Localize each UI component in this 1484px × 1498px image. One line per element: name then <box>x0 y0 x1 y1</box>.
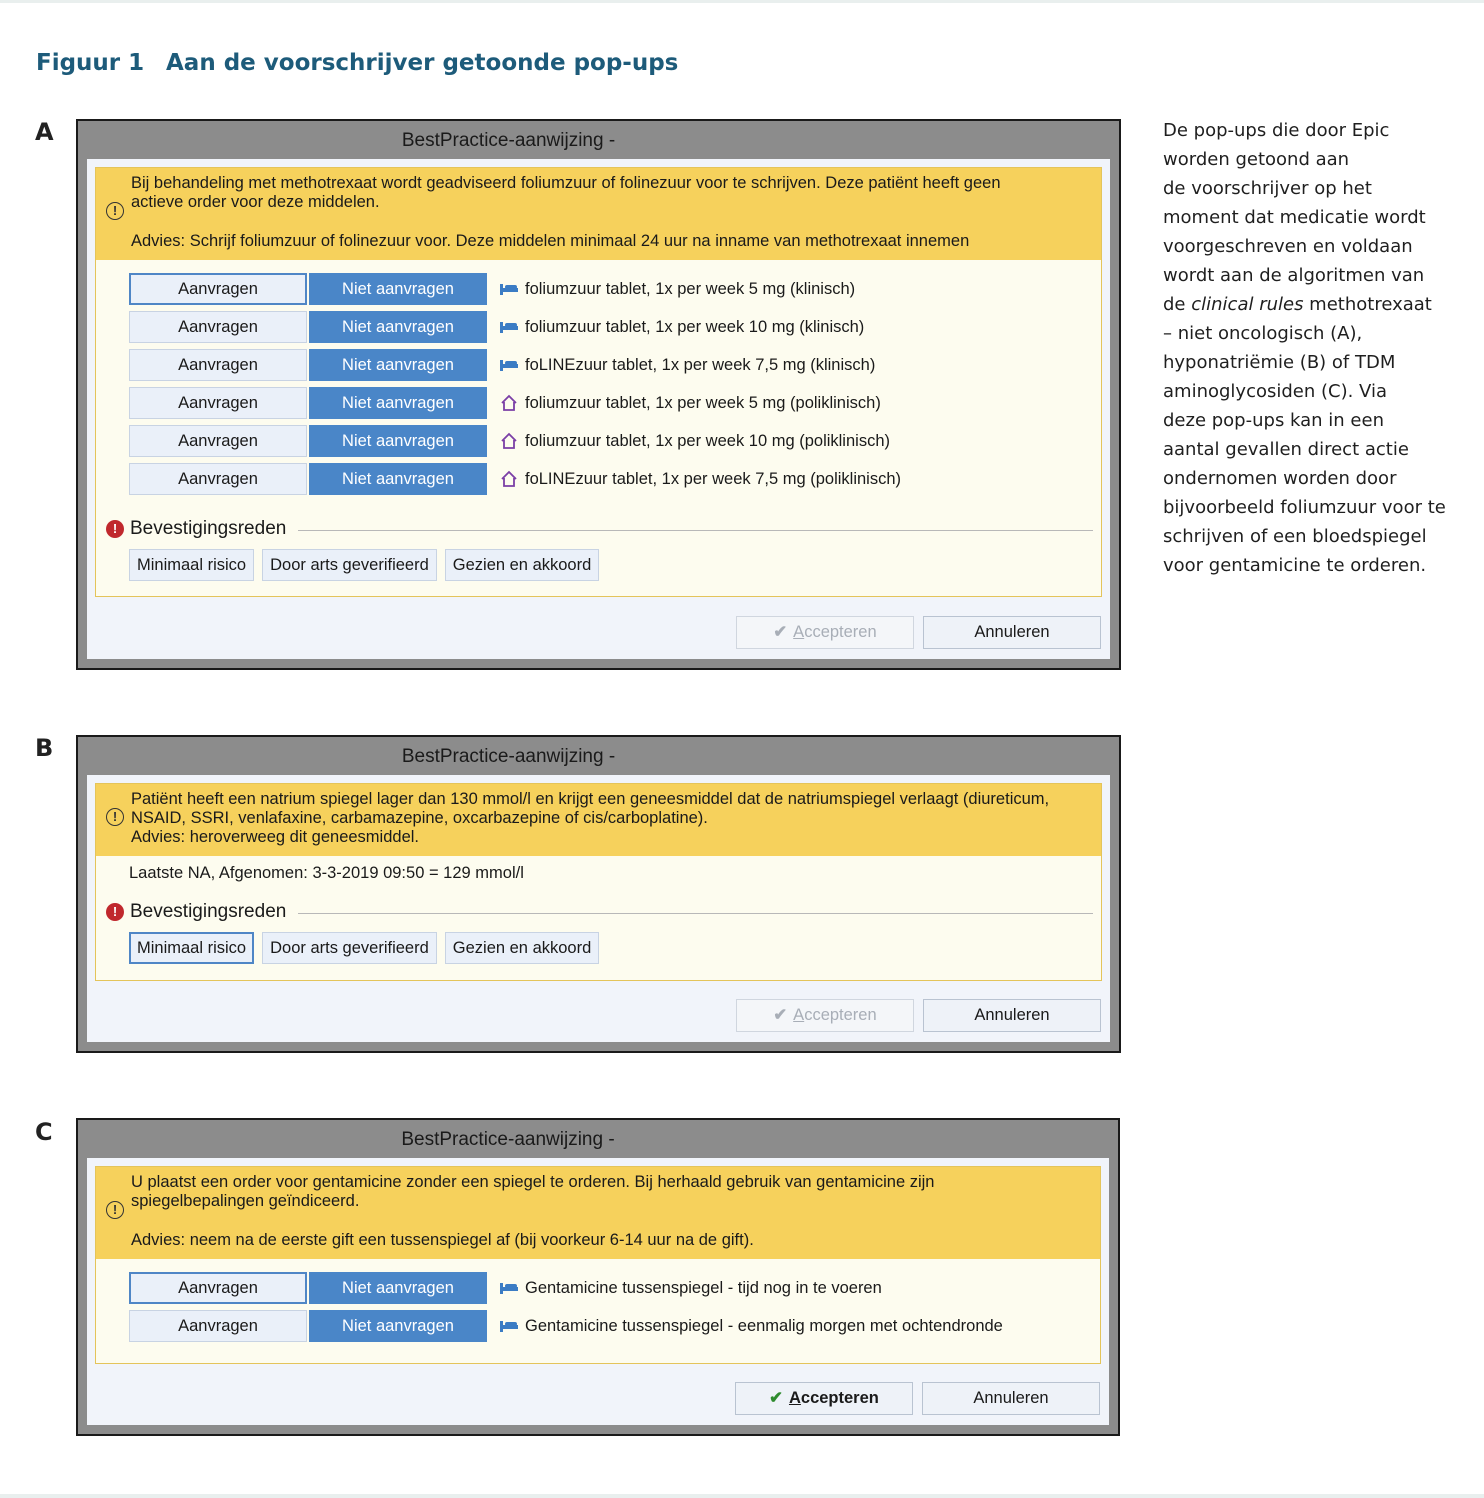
accept-label: ccepteren <box>804 1006 877 1024</box>
order-label: foliumzuur tablet, 1x per week 10 mg (klinisch) <box>525 317 865 336</box>
warning-icon: ! <box>106 202 124 220</box>
caption-line: voor gentamicine te orderen. <box>1163 555 1427 576</box>
accept-label: ccepteren <box>804 623 877 641</box>
caption-line: deze pop-ups kan in een <box>1163 410 1384 431</box>
order-row <box>129 310 864 344</box>
dialog-footer <box>727 616 1101 649</box>
order-label: foliumzuur tablet, 1x per week 5 mg (poliklinisch) <box>525 393 881 412</box>
alert-text: Bij behandeling met methotrexaat wordt geadviseerd foliumzuur of folinezuur voor te schrijven. Deze patiënt heeft geen <box>131 174 1001 192</box>
order-label: Gentamicine tussenspiegel - tijd nog in te voeren <box>525 1278 882 1297</box>
request-button[interactable]: Aanvragen <box>129 273 307 305</box>
caption-text: methotrexaat <box>1303 294 1432 315</box>
decline-button[interactable]: Niet aanvragen <box>309 311 487 343</box>
advice-text: Advies: neem na de eerste gift een tussenspiegel af (bij voorkeur 6-14 uur na de gift). <box>131 1231 754 1249</box>
check-icon: ✔ <box>773 1006 788 1024</box>
home-icon <box>499 431 519 451</box>
caption-emphasis: clinical rules <box>1191 294 1304 315</box>
alert-box <box>95 167 1102 597</box>
order-row <box>129 386 881 420</box>
check-icon: ✔ <box>773 623 788 641</box>
popup-window-b <box>76 735 1121 1053</box>
popup-title: BestPractice-aanwijzing - <box>401 1129 615 1150</box>
decline-button[interactable]: Niet aanvragen <box>309 463 487 495</box>
bed-icon <box>499 355 519 375</box>
divider <box>298 913 1093 914</box>
top-border <box>0 0 1484 3</box>
reason-buttons <box>129 932 607 964</box>
alert-text: Patiënt heeft een natrium spiegel lager dan 130 mmol/l en krijgt een geneesmiddel dat de natriumspiegel verlaagt (diureticum, <box>131 790 1050 808</box>
reason-verified-button[interactable]: Door arts geverifieerd <box>262 932 437 964</box>
caption-line: de voorschrijver op het <box>1163 178 1372 199</box>
popup-body <box>87 775 1110 1042</box>
order-row <box>129 348 875 382</box>
caption-line <box>1163 290 1463 319</box>
alert-box <box>95 783 1102 981</box>
alert-text: U plaatst een order voor gentamicine zonder een spiegel te orderen. Bij herhaald gebruik van gentamicine zijn <box>131 1173 935 1191</box>
request-button[interactable]: Aanvragen <box>129 349 307 381</box>
order-label: foliumzuur tablet, 1x per week 10 mg (poliklinisch) <box>525 431 890 450</box>
bed-icon <box>499 1278 519 1298</box>
divider <box>298 530 1093 531</box>
confirm-reason-label: Bevestigingsreden <box>130 518 287 539</box>
decline-button[interactable]: Niet aanvragen <box>309 1272 487 1304</box>
reason-seen-agreed-button[interactable]: Gezien en akkoord <box>445 549 600 581</box>
home-icon <box>499 393 519 413</box>
accept-button[interactable] <box>735 1382 913 1415</box>
caption-line: wordt aan de algoritmen van <box>1163 265 1425 286</box>
figure-heading <box>36 50 678 76</box>
request-button[interactable]: Aanvragen <box>129 463 307 495</box>
caption-line: De pop-ups die door Epic <box>1163 120 1390 141</box>
request-button[interactable]: Aanvragen <box>129 1310 307 1342</box>
alert-message <box>96 1167 1100 1259</box>
cancel-button[interactable]: Annuleren <box>922 1382 1100 1415</box>
caption-line: worden getoond aan <box>1163 149 1350 170</box>
confirm-reason-header <box>106 900 1093 924</box>
error-icon: ! <box>106 520 124 538</box>
figure-number: Figuur 1 <box>36 50 145 76</box>
caption-line: bijvoorbeeld foliumzuur voor te <box>1163 497 1446 518</box>
reason-buttons <box>129 549 607 581</box>
caption-line: ondernomen worden door <box>1163 468 1397 489</box>
alert-text: NSAID, SSRI, venlafaxine, carbamazepine, oxcarbazepine of cis/carboplatine). <box>131 809 708 827</box>
caption-line: aminoglycosiden (C). Via <box>1163 381 1387 402</box>
order-row <box>129 1271 882 1305</box>
order-label: foliumzuur tablet, 1x per week 5 mg (klinisch) <box>525 279 856 298</box>
caption-line: schrijven of een bloedspiegel <box>1163 526 1427 547</box>
figure-title: Aan de voorschrijver getoonde pop-ups <box>166 50 679 76</box>
alert-box <box>95 1166 1101 1364</box>
advice-text: Advies: heroverweeg dit geneesmiddel. <box>131 828 420 846</box>
accept-button[interactable] <box>736 999 914 1032</box>
caption-line: voorgeschreven en voldaan <box>1163 236 1413 257</box>
decline-button[interactable]: Niet aanvragen <box>309 273 487 305</box>
accept-button[interactable] <box>736 616 914 649</box>
decline-button[interactable]: Niet aanvragen <box>309 349 487 381</box>
advice-text: Advies: Schrijf foliumzuur of folinezuur voor. Deze middelen minimaal 24 uur na inname van methotrexaat innemen <box>131 232 970 250</box>
request-button[interactable]: Aanvragen <box>129 387 307 419</box>
bed-icon <box>499 1316 519 1336</box>
panel-label-a: A <box>35 118 54 146</box>
popup-body <box>87 159 1110 659</box>
caption-line: moment dat medicatie wordt <box>1163 207 1426 228</box>
panel-label-b: B <box>35 734 54 762</box>
request-button[interactable]: Aanvragen <box>129 425 307 457</box>
cancel-button[interactable]: Annuleren <box>923 616 1101 649</box>
caption-line: hyponatriëmie (B) of TDM <box>1163 352 1396 373</box>
accept-label: ccepteren <box>800 1389 879 1407</box>
request-button[interactable]: Aanvragen <box>129 311 307 343</box>
popup-body <box>87 1158 1109 1425</box>
order-label: foLINEzuur tablet, 1x per week 7,5 mg (klinisch) <box>525 355 876 374</box>
lab-result: Laatste NA, Afgenomen: 3-3-2019 09:50 = 129 mmol/l <box>129 864 524 882</box>
warning-icon: ! <box>106 808 124 826</box>
popup-window-a <box>76 119 1121 670</box>
figure-caption <box>1163 116 1463 580</box>
bed-icon <box>499 317 519 337</box>
bed-icon <box>499 279 519 299</box>
order-label: foLINEzuur tablet, 1x per week 7,5 mg (poliklinisch) <box>525 469 902 488</box>
home-icon <box>499 469 519 489</box>
confirm-reason-label: Bevestigingsreden <box>130 901 287 922</box>
decline-button[interactable]: Niet aanvragen <box>309 425 487 457</box>
caption-text: de <box>1163 294 1192 315</box>
reason-minimal-risk-button[interactable]: Minimaal risico <box>129 932 254 964</box>
decline-button[interactable]: Niet aanvragen <box>309 1310 487 1342</box>
popup-title: BestPractice-aanwijzing - <box>401 746 616 767</box>
popup-window-c <box>76 1118 1120 1436</box>
order-label: Gentamicine tussenspiegel - eenmalig morgen met ochtendronde <box>525 1316 1003 1335</box>
cancel-button[interactable]: Annuleren <box>923 999 1101 1032</box>
alert-text: spiegelbepalingen geïndiceerd. <box>131 1192 360 1210</box>
bottom-border <box>0 1494 1484 1498</box>
alert-message <box>96 168 1101 260</box>
check-icon: ✔ <box>769 1389 783 1407</box>
reason-seen-agreed-button[interactable]: Gezien en akkoord <box>445 932 600 964</box>
order-row <box>129 1309 1003 1343</box>
dialog-footer <box>726 1382 1100 1415</box>
panel-label-c: C <box>35 1118 53 1146</box>
decline-button[interactable]: Niet aanvragen <box>309 387 487 419</box>
alert-text: actieve order voor deze middelen. <box>131 193 380 211</box>
confirm-reason-header <box>106 517 1093 541</box>
error-icon: ! <box>106 903 124 921</box>
dialog-footer <box>727 999 1101 1032</box>
accept-mnemonic: A <box>788 1389 801 1407</box>
order-row <box>129 424 890 458</box>
order-row <box>129 462 901 496</box>
reason-verified-button[interactable]: Door arts geverifieerd <box>262 549 437 581</box>
caption-line: aantal gevallen direct actie <box>1163 439 1409 460</box>
accept-mnemonic: A <box>793 623 805 641</box>
accept-mnemonic: A <box>793 1006 805 1024</box>
reason-minimal-risk-button[interactable]: Minimaal risico <box>129 549 254 581</box>
alert-message <box>96 784 1101 856</box>
request-button[interactable]: Aanvragen <box>129 1272 307 1304</box>
warning-icon: ! <box>106 1201 124 1219</box>
popup-title: BestPractice-aanwijzing - <box>401 130 616 151</box>
caption-line: – niet oncologisch (A), <box>1163 323 1363 344</box>
order-row <box>129 272 855 306</box>
